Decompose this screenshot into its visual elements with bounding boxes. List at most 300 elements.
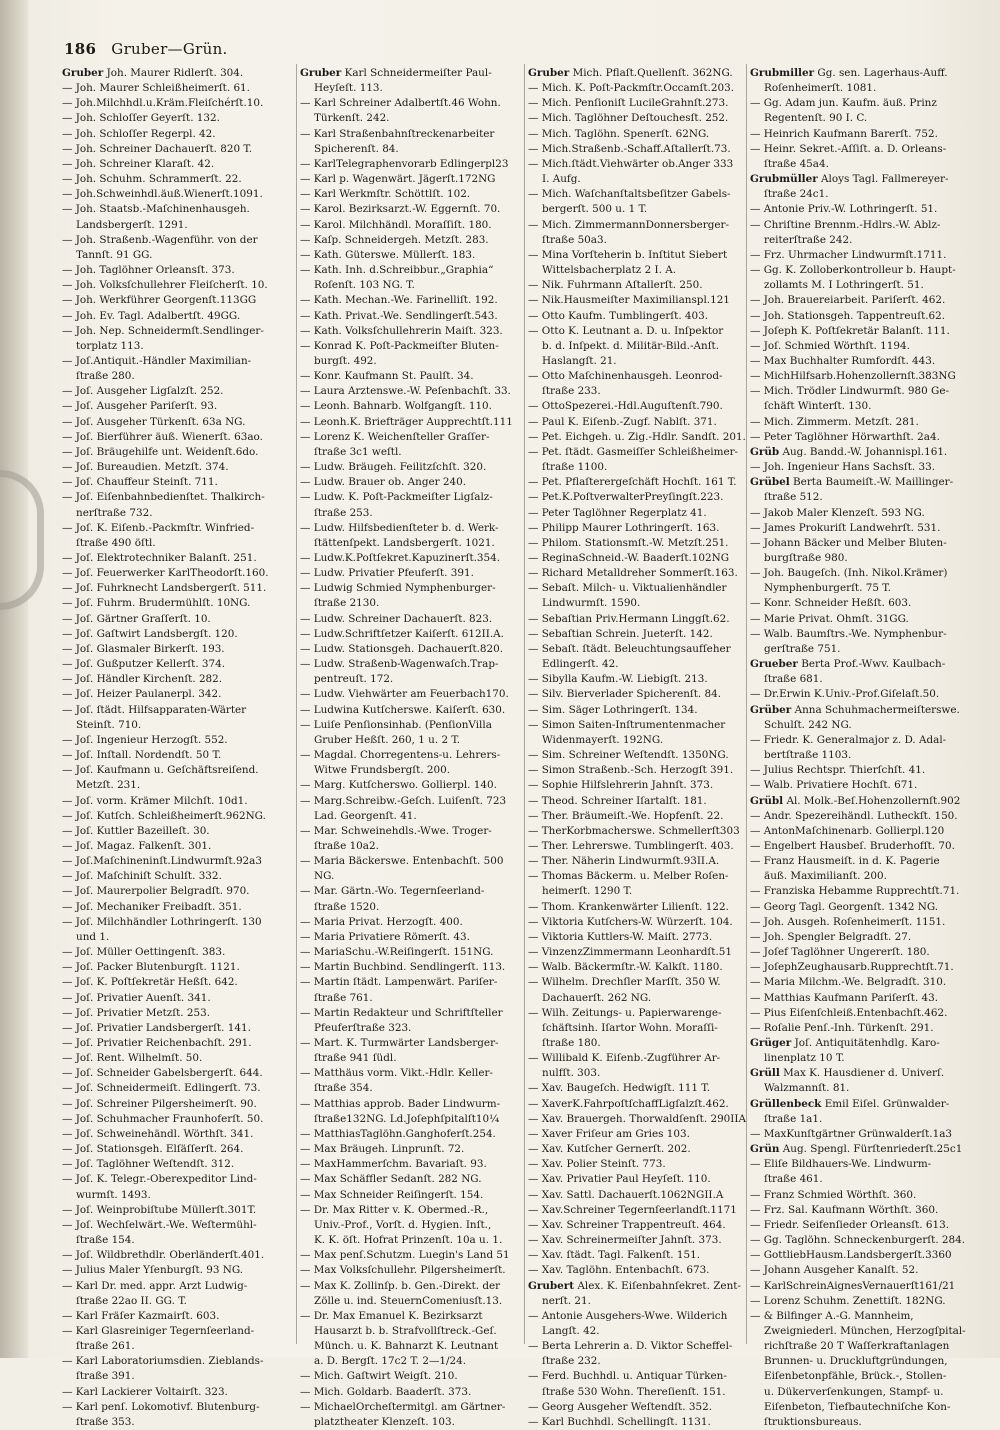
- entry-text: — Joſ. Fuhrknecht Landsbergerſt. 511.: [62, 582, 267, 595]
- directory-entry: [300, 566, 522, 581]
- entry-text: ſtraße 24c1.: [764, 188, 829, 201]
- entry-continuation: [750, 1081, 986, 1096]
- entry-text: ſtraße 50a3.: [542, 233, 607, 246]
- directory-entry: [750, 430, 986, 445]
- entry-text: — Viktoria Kutſchers-W. Würzerſt. 104.: [528, 915, 733, 928]
- entry-text: — Mich.Straßenb.-Schaff.Aſtallerſt.73.: [528, 142, 731, 155]
- directory-entry: [750, 445, 986, 460]
- directory-entry: [300, 399, 522, 414]
- entry-continuation: [528, 1354, 746, 1369]
- entry-continuation: [300, 1233, 522, 1248]
- directory-entry: [528, 824, 746, 839]
- directory-entry: [62, 642, 294, 657]
- entry-text: — Simon Straßenb.-Sch. Herzogſt 391.: [528, 764, 734, 777]
- entry-text: a. D. Bergſt. 17c2 T. 2—1/24.: [314, 1355, 466, 1368]
- entry-continuation: [528, 596, 746, 611]
- entry-text: — Friedr. K. Generalmajor z. D. Adal-: [750, 733, 947, 746]
- entry-continuation: [750, 1112, 986, 1127]
- entry-text: richſtraße 20 T Waſſerkraftanlagen: [764, 1340, 950, 1353]
- entry-text: — Philom. Stationsmſt.-W. Metzſt.251.: [528, 536, 729, 549]
- directory-entry: [62, 1218, 294, 1233]
- entry-text: — Friedr. Seifenſieder Orleansſt. 613.: [750, 1218, 950, 1231]
- surname-heading: Grubmiller: [750, 67, 815, 79]
- directory-entry: [300, 612, 522, 627]
- entry-continuation: [528, 354, 746, 369]
- surname-heading: Grubmüller: [750, 173, 818, 186]
- entry-continuation: [528, 384, 746, 399]
- entry-continuation: [750, 581, 986, 596]
- directory-entry: [300, 794, 522, 809]
- entry-text: — Gg. Adam jun. Kaufm. äuß. Prinz: [750, 97, 937, 110]
- directory-entry: [750, 1294, 986, 1309]
- entry-continuation: [750, 233, 986, 248]
- entry-text: — Ludw. Bräugeh. Feilitzſchſt. 320.: [300, 461, 487, 474]
- entry-text: — Peter Taglöhner Hörwarthſt. 2a4.: [750, 430, 940, 443]
- entry-text: — Joſ. Schneidermeiſt. Edlingerſt. 73.: [62, 1082, 261, 1095]
- entry-text: — Kath. Güterswe. Müllerſt. 183.: [300, 248, 476, 261]
- entry-text: — Karl Fräſer Kazmairſt. 603.: [62, 1309, 220, 1322]
- directory-entry: [62, 581, 294, 596]
- entry-text: — Joſ. K. Eiſenb.-Packmſtr. Winfried-: [62, 521, 255, 534]
- entry-text: — Franziska Hebamme Rupprechtſt.71.: [750, 885, 960, 898]
- entry-text: — Frz. Uhrmacher Lindwurmſt.1711.: [750, 248, 947, 261]
- directory-entry: [528, 415, 746, 430]
- entry-text: Widenmayerſt. 192NG.: [542, 733, 664, 746]
- surname-heading: Gruber: [528, 67, 570, 79]
- entry-text: — Joh. Straßenb.-Wagenführ. von der: [62, 233, 258, 246]
- directory-entry: [750, 263, 986, 278]
- directory-entry: [300, 1157, 522, 1172]
- entry-text: u. Dükerverſenkungen, Stampf- u.: [764, 1385, 944, 1398]
- entry-text: — Sebaſtian Schrein. Jueterſt. 142.: [528, 627, 713, 640]
- entry-text: I. Aufg.: [542, 173, 581, 186]
- directory-entry: [62, 945, 294, 960]
- entry-continuation: [62, 930, 294, 945]
- directory-entry: [62, 1157, 294, 1172]
- directory-entry: [300, 1036, 522, 1051]
- entry-text: — Sebaſtian Priv.Hermann Linggſt.62.: [528, 612, 730, 625]
- directory-entry: [62, 157, 294, 172]
- entry-text: Aug. Bandd.-W. Johannispl.161.: [782, 445, 948, 458]
- entry-text: — Joſ. Händler Kirchenſt. 282.: [62, 673, 223, 686]
- directory-entry: [750, 627, 986, 642]
- entry-continuation: [62, 339, 294, 354]
- entry-text: — Karl Lackierer Voltairſt. 323.: [62, 1385, 228, 1398]
- entry-text: ſtraße 22ao II. GG. T.: [76, 1294, 187, 1307]
- entry-text: — Antonie Ausgehers-Wwe. Wilderich: [528, 1309, 728, 1322]
- entry-text: — Laura Arztenswe.-W. Peſenbachſt. 33.: [300, 385, 511, 398]
- entry-text: — Xav. Schreinermeiſter Jahnſt. 373.: [528, 1234, 722, 1247]
- entry-text: — MaxHammerſchm. Bavariaſt. 93.: [300, 1158, 487, 1171]
- entry-text: — Joſ. K. Telegr.-Oberexpeditor Lind-: [62, 1173, 257, 1186]
- entry-text: — Joſ. Schmied Wörthſt. 1194.: [750, 339, 910, 352]
- directory-entry: [300, 263, 522, 278]
- directory-entry: [528, 1157, 746, 1172]
- entry-text: Heyſeſt. 113.: [314, 82, 383, 95]
- entry-text: — Joſef Taglöhner Ungererſt. 180.: [750, 946, 930, 959]
- entry-continuation: [528, 202, 746, 217]
- directory-entry: [528, 1263, 746, 1278]
- entry-text: ſtraße 391.: [76, 1370, 135, 1383]
- entry-text: Metzſt. 231.: [76, 779, 141, 792]
- entry-text: — Xav. Baugeſch. Hedwigſt. 111 T.: [528, 1082, 711, 1095]
- entry-text: — Theod. Schreiner Iſartalſt. 181.: [528, 794, 707, 807]
- entry-text: — Karl Glasreiniger Tegernſeerland-: [62, 1324, 255, 1337]
- entry-text: — Joh. Schreiner Dachauerſt. 820 T.: [62, 142, 253, 155]
- entry-text: — Ferd. Buchhdl. u. Antiquar Türken-: [528, 1370, 727, 1383]
- binding-shadow: [0, 0, 28, 1358]
- entry-text: — Johann Bäcker und Melber Bluten-: [750, 536, 947, 549]
- entry-text: Gg. sen. Lagerhaus-Auff.: [817, 67, 948, 79]
- directory-entry: [300, 718, 522, 733]
- directory-entry: [750, 202, 986, 217]
- directory-entry: [750, 1157, 986, 1172]
- directory-entry: [300, 824, 522, 839]
- entry-continuation: [528, 657, 746, 672]
- directory-entry: [528, 1279, 746, 1294]
- surname-heading: Grün: [750, 1143, 780, 1156]
- entry-text: — Kaſp. Schneidergeh. Metzſt. 283.: [300, 233, 489, 246]
- entry-continuation: [300, 809, 522, 824]
- directory-entry: [62, 991, 294, 1006]
- directory-entry: [528, 930, 746, 945]
- directory-entry: [300, 309, 522, 324]
- entry-continuation: [750, 1339, 986, 1354]
- entry-continuation: [750, 1369, 986, 1384]
- entry-text: — Joh. Ev. Tagl. Adalbertſt. 49GG.: [62, 309, 241, 322]
- entry-continuation: [300, 1354, 522, 1369]
- entry-text: ſtraße 233.: [542, 385, 601, 398]
- entry-continuation: [528, 991, 746, 1006]
- entry-text: — KarlTelegraphenvorarb Edlingerpl23: [300, 157, 509, 170]
- entry-text: — Joſ. Bräugehilfe unt. Weidenſt.6do.: [62, 445, 259, 458]
- entry-text: Witwe Frundsbergſt. 200.: [314, 764, 451, 777]
- entry-text: — Martin Buchbind. Sendlingerſt. 113.: [300, 961, 506, 974]
- entry-continuation: [750, 1385, 986, 1400]
- entry-text: — James Prokuriſt Landwehrſt. 531.: [750, 521, 941, 534]
- entry-text: — Berta Lehrerin a. D. Viktor Scheffel-: [528, 1340, 733, 1353]
- entry-text: — Joſ. Eiſenbahnbedienſtet. Thalkirch-: [62, 491, 265, 504]
- entry-text: — Max Buchhalter Rumfordſt. 443.: [750, 354, 936, 367]
- directory-entry: [750, 991, 986, 1006]
- directory-entry: [750, 521, 986, 536]
- directory-entry: [528, 142, 746, 157]
- binder-clip-icon: [0, 470, 44, 610]
- directory-entry: [300, 687, 522, 702]
- directory-entry: [528, 1142, 746, 1157]
- entry-text: ſtraße 3c1 weſtl.: [314, 445, 402, 458]
- entry-text: — Joh. Brauereiarbeit. Pariſerſt. 462.: [750, 294, 946, 307]
- entry-text: ſtraße 941 ſüdl.: [314, 1052, 397, 1065]
- entry-continuation: [300, 536, 522, 551]
- entry-continuation: [528, 460, 746, 475]
- entry-continuation: [300, 1218, 522, 1233]
- entry-text: — Ludw.Schriftſetzer Kaiſerſt. 612II.A.: [300, 627, 504, 640]
- entry-continuation: [528, 233, 746, 248]
- directory-entry: [750, 506, 986, 521]
- entry-text: — Ludw. Brauer ob. Anger 240.: [300, 476, 467, 489]
- entry-text: und 1.: [76, 930, 110, 943]
- entry-text: — Mart. K. Turmwärter Landsberger-: [300, 1037, 499, 1049]
- entry-text: Brunnen- u. Druckluftgründungen,: [764, 1355, 948, 1368]
- entry-text: — Joſeph K. Poſtſekretär Balanſt. 111.: [750, 324, 950, 337]
- entry-text: — Ludw. Stationsgeh. Dachauerſt.820.: [300, 642, 504, 655]
- entry-text: — Mich. ZimmermannDonnersberger-: [528, 218, 730, 231]
- directory-entry: [750, 96, 986, 111]
- directory-entry: [62, 884, 294, 899]
- directory-entry: [62, 1127, 294, 1142]
- directory-entry: [300, 1188, 522, 1203]
- directory-entry: [528, 1415, 746, 1430]
- entry-text: — Philipp Maurer Lothringerſt. 163.: [528, 521, 720, 534]
- directory-entry: [300, 1142, 522, 1157]
- entry-text: Karl Schneidermeiſter Paul-: [344, 67, 492, 79]
- directory-entry: [62, 1309, 294, 1324]
- directory-entry: [62, 975, 294, 990]
- directory-entry: [300, 384, 522, 399]
- directory-entry: [300, 1279, 522, 1294]
- entry-continuation: [750, 111, 986, 126]
- entry-text: — Lorenz K. Weichenſteller Graſſer-: [300, 430, 490, 443]
- directory-entry: [528, 1081, 746, 1096]
- directory-entry: [300, 854, 522, 869]
- entry-text: Landsbergerſt. 1291.: [76, 218, 188, 231]
- directory-entry: [300, 172, 522, 187]
- entry-text: — Joh. Schloſſer Regerpl. 42.: [62, 127, 216, 140]
- entry-text: — AntonMaſchinenarb. Gollierpl.120: [750, 824, 945, 837]
- entry-text: — Joſ. K. Poſtſekretär Heßſt. 642.: [62, 976, 238, 989]
- entry-text: bergerſt. 500 u. 1 T.: [542, 203, 648, 216]
- entry-text: — Joh. Maurer Schleißheimerſt. 61.: [62, 82, 250, 95]
- directory-entry: [528, 566, 746, 581]
- entry-text: bertſtraße 1103.: [764, 749, 852, 762]
- entry-text: — Xav.Schreiner Tegernſeerlandſt.1171: [528, 1203, 737, 1216]
- directory-entry: [300, 778, 522, 793]
- entry-text: — Ludw.K.Poſtſekret.Kapuzinerſt.354.: [300, 552, 501, 564]
- directory-entry: [300, 1385, 522, 1400]
- directory-entry: [528, 1233, 746, 1248]
- entry-text: — Thomas Bäckerm. u. Melber Roſen-: [528, 870, 729, 883]
- entry-text: — Mich. Trödler Lindwurmſt. 980 Ge-: [750, 385, 950, 398]
- entry-continuation: [750, 1415, 986, 1430]
- directory-entry: [750, 248, 986, 263]
- directory-column-1: [62, 66, 294, 1430]
- entry-text: — Karl p. Wagenwärt. Jägerſt.172NG: [300, 173, 496, 186]
- entry-text: — Joſ. Kaufmann u. Geſchäftsreiſend.: [62, 764, 259, 777]
- entry-text: — Richard Metalldreher Sommerſt.163.: [528, 567, 738, 580]
- directory-entry: [750, 945, 986, 960]
- entry-text: — Joſ. Gußputzer Kellerſt. 374.: [62, 658, 226, 671]
- entry-text: nerſt. 21.: [542, 1294, 591, 1307]
- entry-text: Aloys Tagl. Fallmereyer-: [821, 173, 949, 186]
- directory-entry: [528, 975, 746, 990]
- directory-entry: [62, 733, 294, 748]
- entry-text: — Sebaſt. Milch- u. Viktualienhändler: [528, 582, 727, 595]
- directory-entry: [528, 293, 746, 308]
- entry-continuation: [62, 718, 294, 733]
- entry-text: Edlingerſt. 42.: [542, 658, 619, 671]
- entry-continuation: [528, 1021, 746, 1036]
- entry-text: Lad. Georgenſt. 41.: [314, 809, 417, 822]
- entry-text: Univ.-Prof., Vorſt. d. Hygien. Inſt.,: [314, 1218, 492, 1231]
- entry-text: — Konr. Kaufmann St. Paulſt. 34.: [300, 370, 474, 383]
- entry-text: — Willibald K. Eiſenb.-Zugführer Ar-: [528, 1052, 721, 1065]
- entry-text: — Sim. Schreiner Weſtendſt. 1350NG.: [528, 749, 729, 762]
- directory-entry: [750, 475, 986, 490]
- surname-heading: Grüllenbeck: [750, 1097, 822, 1110]
- entry-text: Walzmannſt. 81.: [764, 1082, 850, 1095]
- entry-text: — Joſ. Stationsgeh. Elſäſſerſt. 264.: [62, 1143, 244, 1156]
- directory-entry: [62, 672, 294, 687]
- entry-text: — Joſ. Wildbrethdlr. Oberländerſt.401.: [62, 1249, 265, 1262]
- entry-text: — Karl Schreiner Adalbertſt.46 Wohn.: [300, 97, 501, 110]
- entry-text: — Dr. Max Emanuel K. Bezirksarzt: [300, 1309, 483, 1322]
- directory-entry: [528, 1127, 746, 1142]
- directory-entry: [62, 309, 294, 324]
- entry-text: — Xav. ſtädt. Tagl. Falkenſt. 151.: [528, 1249, 700, 1262]
- entry-text: — Xav. Taglöhn. Entenbachſt. 673.: [528, 1264, 710, 1277]
- entry-text: Eiſenbeton, Tiefbautechniſche Kon-: [764, 1400, 951, 1413]
- entry-text: — Joh. Nep. Schneidermſt.Sendlinger-: [62, 324, 264, 337]
- directory-entry: [62, 627, 294, 642]
- entry-text: — Joſ. Milchhändler Lothringerſt. 130: [62, 915, 262, 928]
- entry-text: — Joſ. Schneider Gabelsbergerſt. 644.: [62, 1067, 263, 1080]
- directory-entry: [528, 960, 746, 975]
- entry-continuation: [300, 596, 522, 611]
- directory-entry: [750, 612, 986, 627]
- directory-entry: [750, 1006, 986, 1021]
- directory-entry: [750, 536, 986, 551]
- directory-entry: [750, 824, 986, 839]
- entry-continuation: [528, 339, 746, 354]
- directory-entry: [528, 157, 746, 172]
- directory-entry: [528, 475, 746, 490]
- entry-text: — Lorenz Schuhm. Zenettiſt. 182NG.: [750, 1294, 946, 1307]
- directory-entry: [750, 596, 986, 611]
- entry-text: — Konrad K. Poſt-Packmeiſter Bluten-: [300, 339, 499, 352]
- entry-text: wurmſt. 1493.: [76, 1188, 151, 1201]
- directory-entry: [750, 794, 986, 809]
- directory-entry: [528, 627, 746, 642]
- entry-text: ſtruktionsbureaus.: [764, 1415, 862, 1428]
- directory-entry: [300, 1400, 522, 1415]
- directory-entry: [750, 900, 986, 915]
- directory-entry: [750, 369, 986, 384]
- entry-text: — Mich. Waſchanſtaltsbeſitzer Gabels-: [528, 188, 731, 201]
- directory-entry: [62, 900, 294, 915]
- entry-text: — Joſ. Elektrotechniker Balanſt. 251.: [62, 552, 257, 564]
- directory-entry: [528, 96, 746, 111]
- directory-entry: [528, 187, 746, 202]
- directory-entry: [750, 460, 986, 475]
- surname-heading: Grüger: [750, 1037, 792, 1049]
- entry-text: — Paul K. Eiſenb.-Zugf. Nablſt. 371.: [528, 415, 717, 428]
- directory-entry: [528, 839, 746, 854]
- directory-entry: [62, 521, 294, 536]
- entry-text: — Matthias Kaufmann Pariſerſt. 43.: [750, 991, 939, 1004]
- directory-entry: [528, 748, 746, 763]
- entry-text: — Pius Eiſenſchleiß.Entenbachſt.462.: [750, 1006, 948, 1019]
- entry-text: — Mich. K. Poſt-Packmſtr.Occamſt.203.: [528, 82, 734, 95]
- entry-text: — Pet. ſtädt. Gasmeiſſer Schleißheimer-: [528, 445, 739, 458]
- entry-text: Joh. Maurer Ridlerſt. 304.: [106, 67, 244, 79]
- directory-entry: [528, 718, 746, 733]
- directory-entry: [750, 778, 986, 793]
- entry-continuation: [300, 1081, 522, 1096]
- entry-text: heimerſt. 1290 T.: [542, 885, 633, 898]
- directory-entry: [62, 809, 294, 824]
- directory-entry: [300, 490, 522, 505]
- directory-entry: [750, 1097, 986, 1112]
- page-header: [64, 40, 228, 58]
- entry-text: — Nik.Hausmeiſter Maximilianspl.121: [528, 294, 730, 307]
- directory-entry: [62, 1248, 294, 1263]
- entry-continuation: [300, 1339, 522, 1354]
- entry-text: ſchäftsinh. Iſartor Wohn. Moraſſi-: [542, 1021, 718, 1034]
- entry-text: ſtraße132NG. Ld.Joſephſpitalſt10¼: [314, 1112, 500, 1125]
- entry-text: — Joſ. Fuhrm. Brudermühlſt. 10NG.: [62, 597, 251, 610]
- entry-text: — Konr. Schneider Heßſt. 603.: [750, 597, 912, 610]
- entry-text: — Kath. Privat.-We. Sendlingerſt.543.: [300, 309, 498, 322]
- entry-text: — Maria Bäckerswe. Entenbachſt. 500: [300, 855, 504, 868]
- entry-text: Schulſt. 242 NG.: [764, 718, 852, 731]
- entry-continuation: [62, 1339, 294, 1354]
- entry-continuation: [300, 1324, 522, 1339]
- directory-entry: [528, 1339, 746, 1354]
- entry-text: ſtraße 681.: [764, 673, 823, 686]
- entry-text: — Karl penſ. Lokomotivf. Blutenburg-: [62, 1400, 260, 1413]
- directory-entry: [62, 263, 294, 278]
- entry-continuation: [62, 536, 294, 551]
- entry-text: — Mich. Gaſtwirt Weigſt. 210.: [300, 1370, 458, 1383]
- entry-text: — Ludw. Schreiner Dachauerſt. 823.: [300, 612, 493, 625]
- entry-text: — MichHilfsarb.Hohenzollernſt.383NG: [750, 370, 956, 383]
- entry-text: NG.: [314, 870, 335, 883]
- entry-text: — Pet.K.PoſtverwalterPreyſingſt.223.: [528, 491, 724, 504]
- directory-entry: [528, 1097, 746, 1112]
- entry-text: — Georg Ausgeher Weſtendſt. 352.: [528, 1400, 713, 1413]
- directory-entry: [300, 915, 522, 930]
- entry-text: Spicherenſt. 84.: [314, 142, 399, 155]
- directory-entry: [528, 521, 746, 536]
- entry-text: torplatz 113.: [76, 339, 144, 352]
- surname-heading: Grüb: [750, 445, 780, 458]
- directory-entry: [62, 551, 294, 566]
- entry-continuation: [750, 672, 986, 687]
- entry-continuation: [62, 1233, 294, 1248]
- entry-text: — Mich. Zimmerm. Metzſt. 281.: [750, 415, 919, 428]
- directory-entry: [62, 399, 294, 414]
- directory-entry: [528, 1400, 746, 1415]
- entry-text: Nymphenburgerſt. 75 T.: [764, 582, 891, 595]
- entry-text: — Maria Milchm.-We. Belgradſt. 310.: [750, 976, 947, 989]
- entry-text: ſtraße 530 Wohn. Thereſienſt. 151.: [542, 1385, 726, 1398]
- directory-column-4: [750, 66, 986, 1430]
- directory-entry: [300, 293, 522, 308]
- directory-entry: [528, 1006, 746, 1021]
- entry-text: — Walb. Privatiere Hochſt. 671.: [750, 779, 918, 792]
- entry-continuation: [750, 1172, 986, 1187]
- directory-entry: [300, 1263, 522, 1278]
- directory-entry: [750, 339, 986, 354]
- directory-entry: [300, 581, 522, 596]
- entry-text: — Joſ. Bierführer äuß. Wienerſt. 63ao.: [62, 430, 263, 443]
- entry-text: — Joſ. vorm. Krämer Milchſt. 10d1.: [62, 794, 248, 807]
- directory-entry: [300, 960, 522, 975]
- directory-entry: [300, 127, 522, 142]
- directory-entry: [750, 1263, 986, 1278]
- entry-continuation: [300, 111, 522, 126]
